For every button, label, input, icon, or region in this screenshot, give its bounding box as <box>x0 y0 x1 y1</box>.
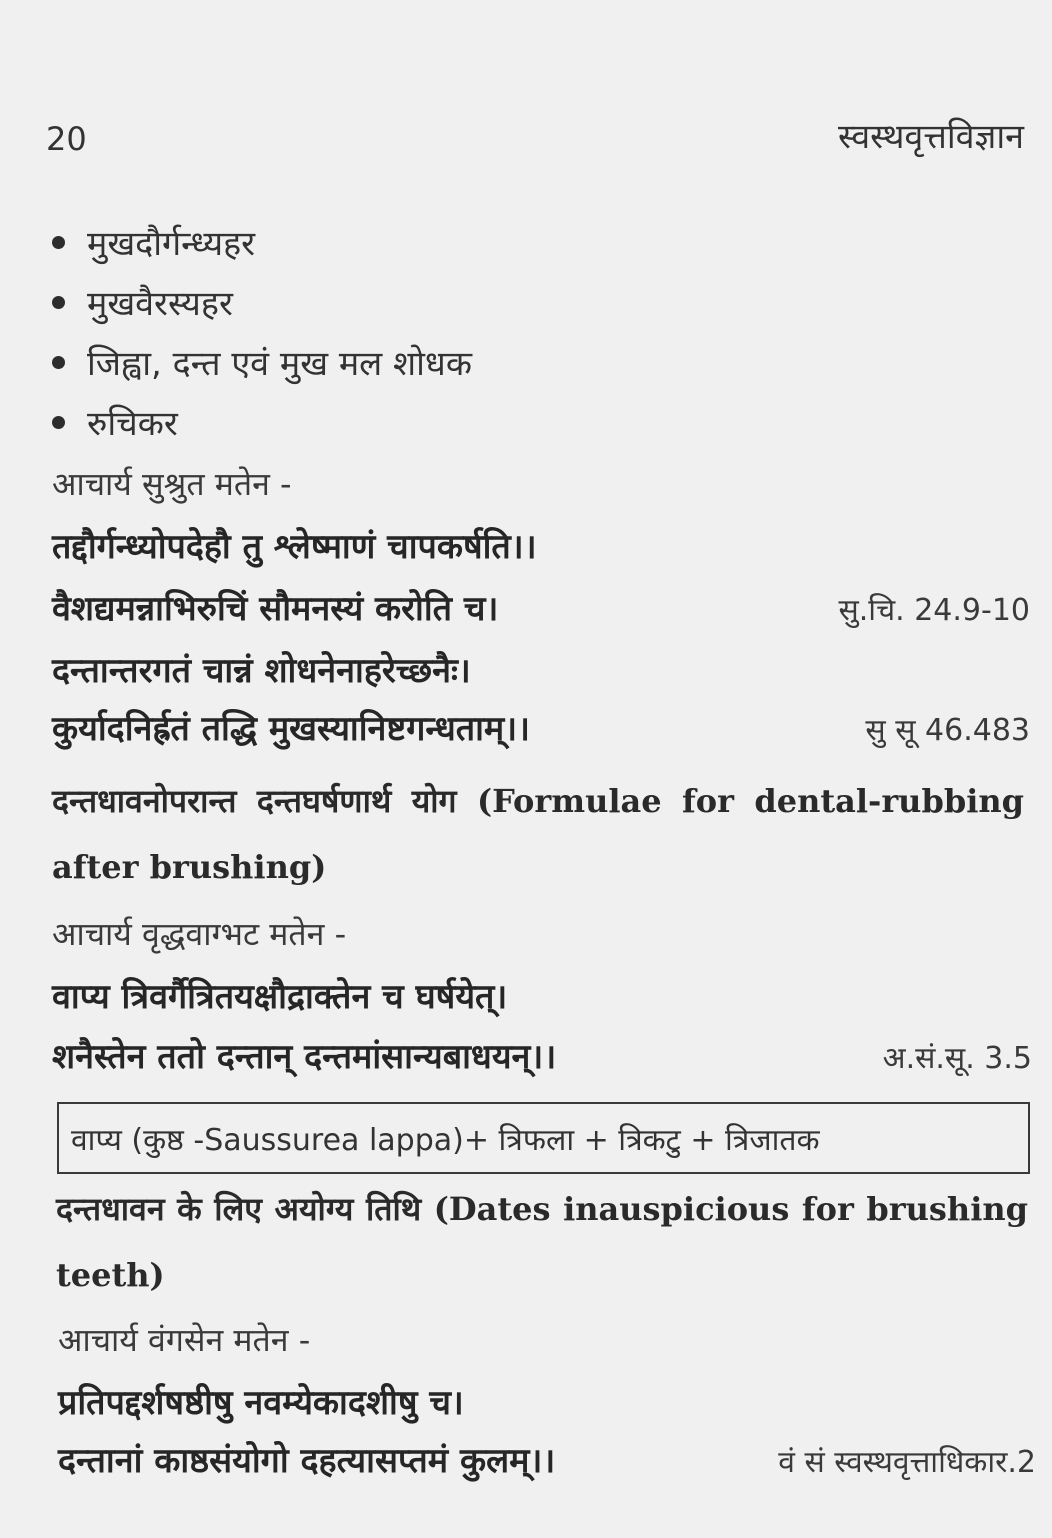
benefits-list <box>52 212 472 452</box>
vagbhata-intro: आचार्य वृद्धवाग्भट मतेन - <box>52 915 347 953</box>
bullet-icon <box>52 296 65 309</box>
verse-line: प्रतिपद्दर्शषष्ठीषु नवम्येकादशीषु च। <box>58 1383 464 1423</box>
formula-box <box>57 1102 1030 1174</box>
list-item-text: जिह्वा, दन्त एवं मुख मल शोधक <box>87 344 472 384</box>
verse-line: तद्दौर्गन्ध्योपदेहौ तु श्लेष्माणं चापकर्षति।। <box>52 527 537 567</box>
list-item-text: मुखदौर्गन्ध्यहर <box>87 224 256 264</box>
verse-line: दन्तान्तरगतं चान्नं शोधनेनाहरेच्छनैः। <box>52 651 471 691</box>
verse-line: वाप्य त्रिवर्गैत्रितयक्षौद्राक्तेन च घर्षयेत्। <box>52 977 508 1017</box>
verse-reference: अ.सं.सू. 3.5 <box>882 1041 1032 1076</box>
running-title: स्वस्थवृत्तविज्ञान <box>838 117 1024 157</box>
page-number: 20 <box>46 120 87 158</box>
list-item <box>52 212 472 272</box>
verse-reference: सु.चि. 24.9-10 <box>838 593 1030 628</box>
verse-reference: वं सं स्वस्थवृत्ताधिकार.2 <box>778 1445 1036 1480</box>
verse-line: वैशद्यमन्नाभिरुचिं सौमनस्यं करोति च। <box>52 589 499 629</box>
list-item-text: मुखवैरस्यहर <box>87 284 233 324</box>
bullet-icon <box>52 416 65 429</box>
section-heading: दन्तधावनोपरान्त दन्तघर्षणार्थ योग (Formulae for dental-rubbing after brushing) <box>52 782 1024 886</box>
verse-line: शनैस्तेन ततो दन्तान् दन्तमांसान्यबाधयन्।। <box>52 1037 557 1077</box>
list-item <box>52 272 472 332</box>
list-item <box>52 392 472 452</box>
list-item-text: रुचिकर <box>87 404 178 444</box>
bullet-icon <box>52 236 65 249</box>
verse-line: कुर्यादनिर्ह्रतं तद्धि मुखस्यानिष्टगन्धताम्।। <box>52 709 531 749</box>
formula-text: वाप्य (कुष्ठ -Saussurea lappa)+ त्रिफला + त्रिकटु + त्रिजातक <box>71 1123 820 1158</box>
bullet-icon <box>52 356 65 369</box>
sushruta-intro: आचार्य सुश्रुत मतेन - <box>52 465 292 503</box>
vangasena-intro: आचार्य वंगसेन मतेन - <box>58 1321 311 1359</box>
verse-reference: सु सू 46.483 <box>865 713 1030 748</box>
verse-line: दन्तानां काष्ठसंयोगो दहत्यासप्तमं कुलम्।। <box>58 1441 556 1481</box>
list-item <box>52 332 472 392</box>
section-heading: दन्तधावन के लिए अयोग्य तिथि (Dates inauspicious for brushing teeth) <box>56 1190 1028 1294</box>
